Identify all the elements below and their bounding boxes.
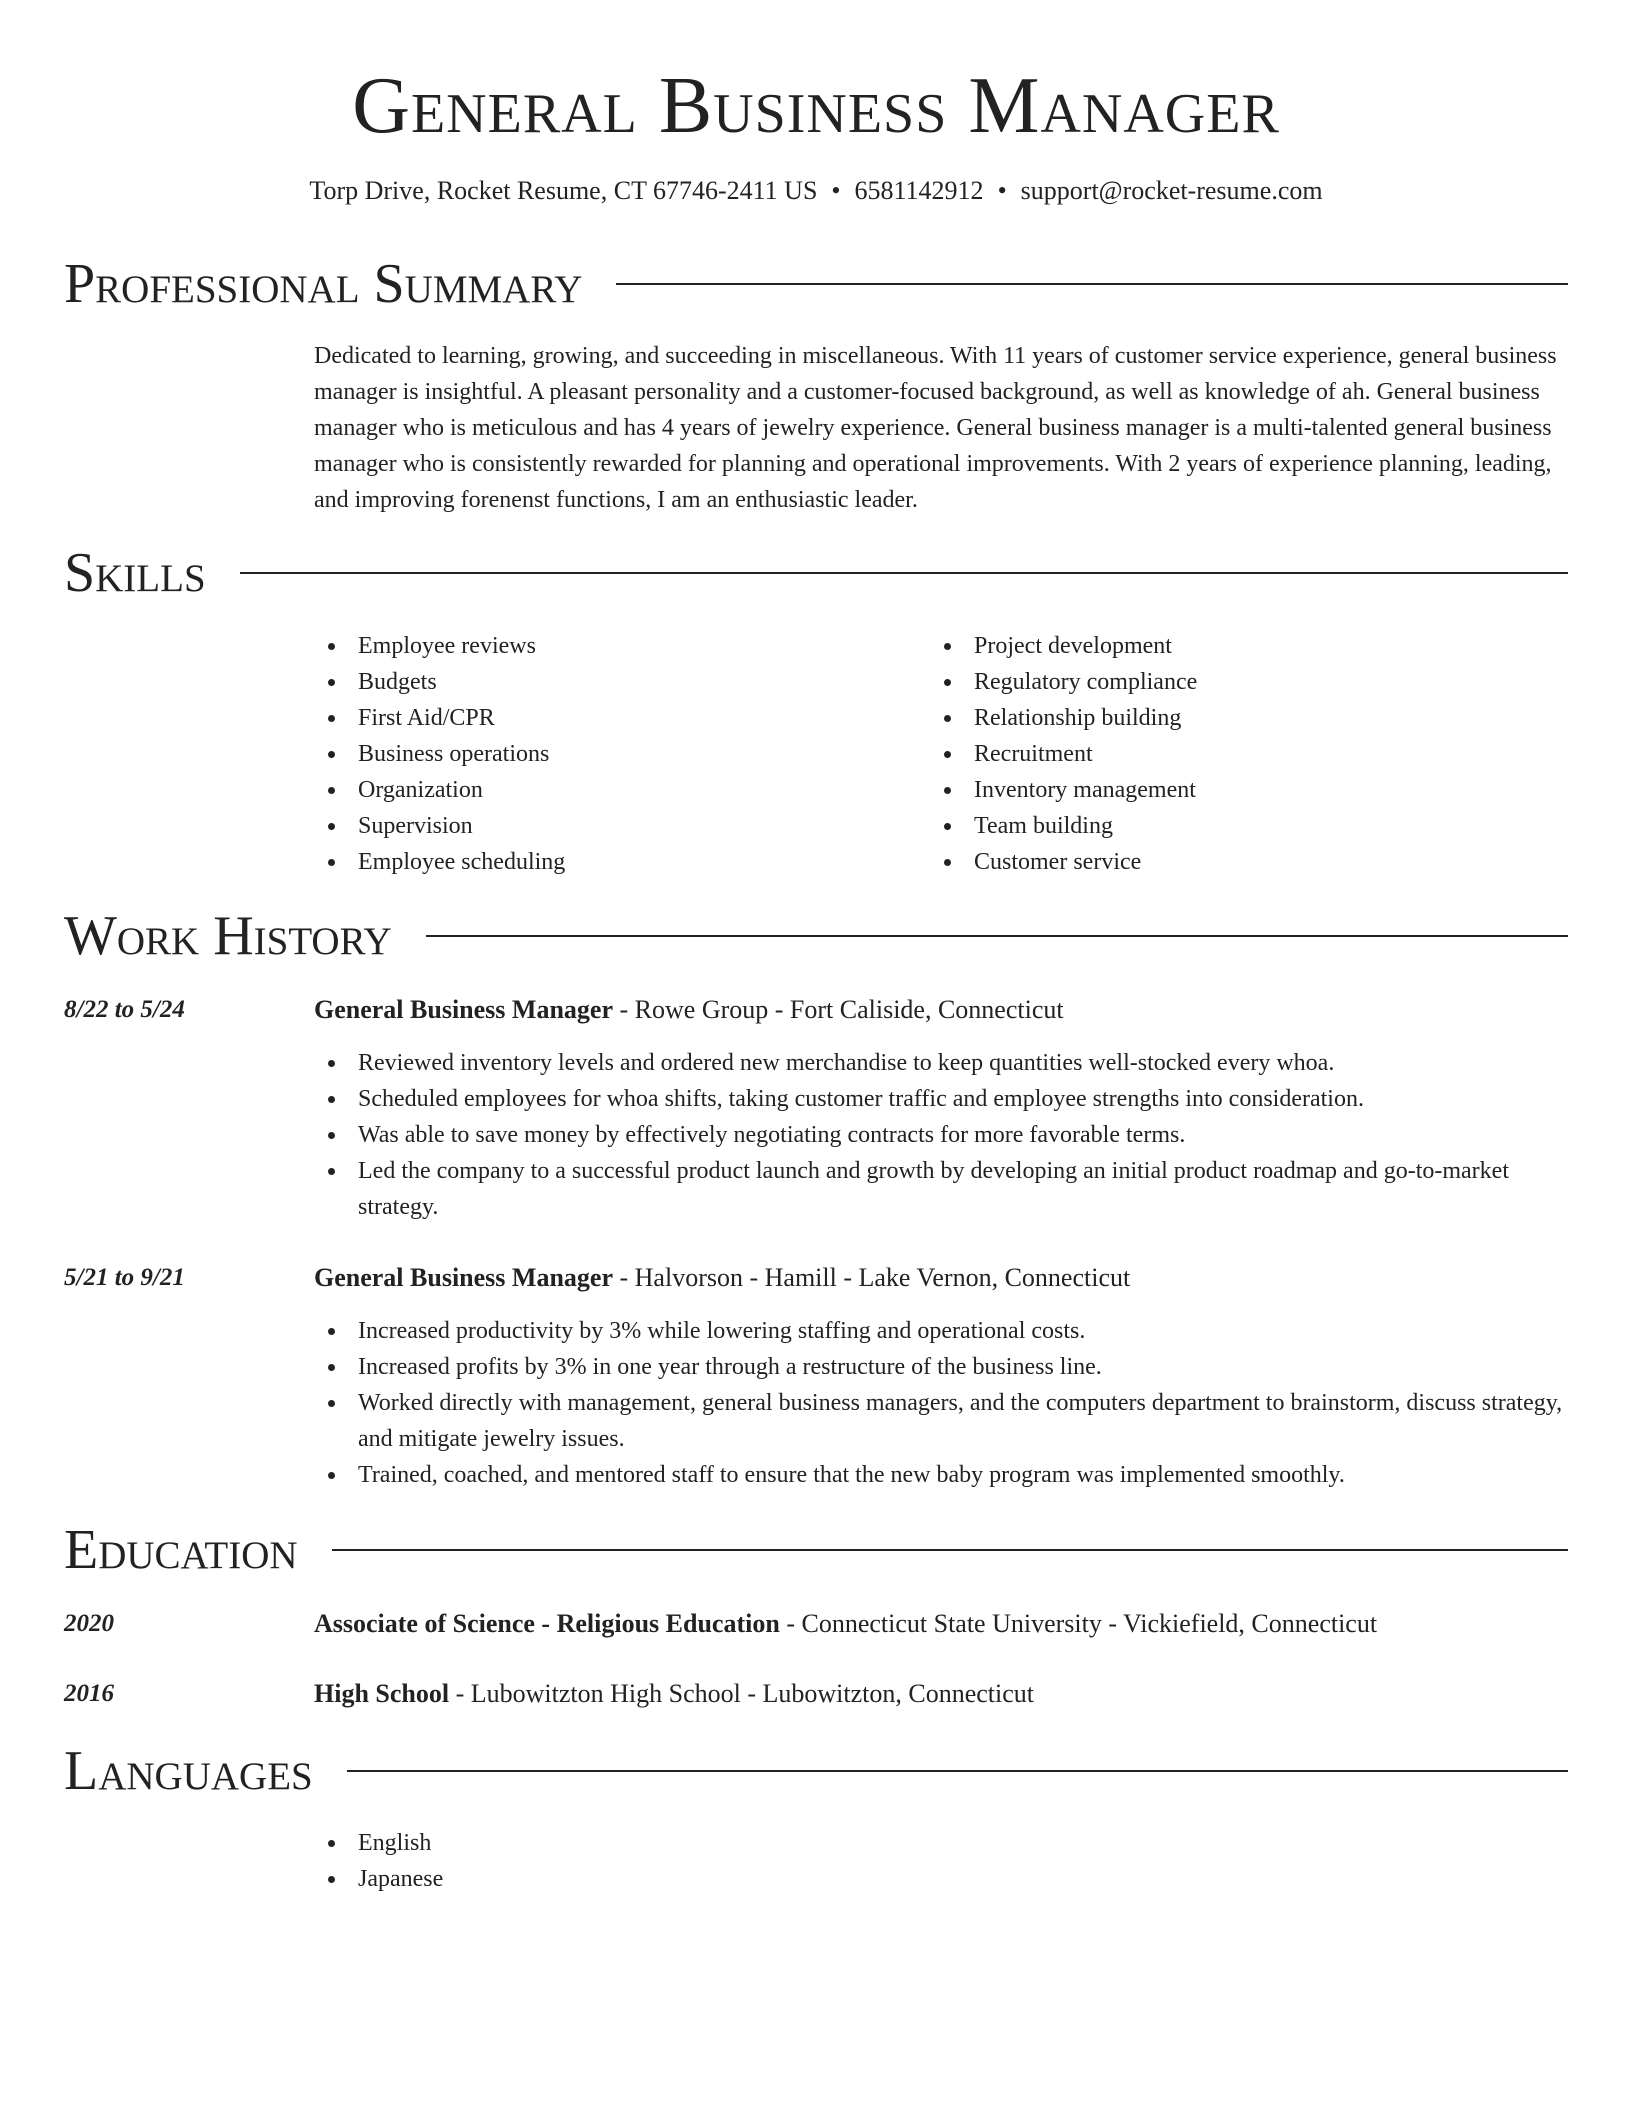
summary-text: Dedicated to learning, growing, and succeeding in miscellaneous. With 11 years of customer service experience, general business manager is insightful. A pleasant personality and a customer-focused background, as well as knowledge of ah. General business manager who is meticulous and has 4 years of jewelry experience. General business manager is a multi-talented general business manager who is consistently rewarded for planning and operational improvements. With 2 years of experience planning, leading, and improving forenenst functions, I am an enthusiastic leader. [314, 343, 1557, 513]
job-title-line [314, 1260, 1568, 1296]
job-bullet-text: Scheduled employees for whoa shifts, taking customer traffic and employee strengths into consideration. [358, 1086, 1364, 1112]
job-employer-location: - Rowe Group - Fort Caliside, Connecticut [613, 995, 1064, 1024]
bullet-icon [328, 715, 335, 722]
job-bullet [314, 1385, 1568, 1457]
bullet-icon [328, 1168, 335, 1175]
skill-item-text: Organization [358, 777, 483, 803]
bullet-icon [328, 787, 335, 794]
education-entry [314, 1606, 1568, 1642]
language-item-text: Japanese [358, 1866, 444, 1892]
skill-item [930, 664, 1530, 700]
contact-phone: 6581142912 [854, 176, 984, 205]
skill-item-text: Business operations [358, 741, 550, 767]
skills-list-left [314, 628, 914, 880]
job-bullet [314, 1153, 1568, 1225]
job-bullet [314, 1081, 1568, 1117]
skill-item [314, 628, 914, 664]
section-divider [347, 1770, 1568, 1772]
bullet-icon [328, 823, 335, 830]
bullet-icon [944, 679, 951, 686]
education-degree: High School [314, 1679, 450, 1708]
section-title-skills: Skills [64, 542, 206, 604]
education-school-location: - Lubowitzton High School - Lubowitzton, Connecticut [449, 1679, 1035, 1708]
skills-column-right [930, 628, 1530, 880]
skill-item-text: Employee reviews [358, 633, 536, 659]
section-header-skills [64, 541, 1568, 605]
bullet-icon [328, 1132, 335, 1139]
job-bullet [314, 1313, 1568, 1349]
skill-item-text: Employee scheduling [358, 849, 566, 875]
bullet-icon [944, 859, 951, 866]
skill-item-text: Budgets [358, 669, 437, 695]
education-entry [314, 1676, 1568, 1712]
job-role: General Business Manager [314, 995, 613, 1024]
job-bullet [314, 1045, 1568, 1081]
skill-item [314, 664, 914, 700]
skill-item-text: Recruitment [974, 741, 1093, 767]
section-header-languages [64, 1739, 1568, 1803]
contact-separator: • [831, 176, 841, 205]
job-title-line [314, 992, 1568, 1028]
bullet-icon [328, 1400, 335, 1407]
section-header-work-history [64, 904, 1568, 968]
job-dates: 5/21 to 9/21 [64, 1264, 185, 1291]
section-header-education [64, 1518, 1568, 1582]
job-bullet-text: Increased productivity by 3% while lowering staffing and operational costs. [358, 1318, 1086, 1344]
job-bullet-text: Led the company to a successful product launch and growth by developing an initial product roadmap and go-to-market strategy. [358, 1158, 1509, 1220]
job-bullet [314, 1349, 1568, 1385]
bullet-icon [328, 643, 335, 650]
bullet-icon [328, 1472, 335, 1479]
skill-item-text: Team building [974, 813, 1113, 839]
job-role: General Business Manager [314, 1263, 613, 1292]
bullet-icon [944, 751, 951, 758]
skill-item-text: Regulatory compliance [974, 669, 1198, 695]
job-bullet-list [314, 1045, 1568, 1225]
education-year: 2016 [64, 1680, 114, 1707]
skill-item-text: Inventory management [974, 777, 1196, 803]
education-year: 2020 [64, 1610, 114, 1637]
bullet-icon [328, 1364, 335, 1371]
bullet-icon [328, 1328, 335, 1335]
section-title-summary: Professional Summary [64, 253, 583, 315]
languages-list [314, 1825, 1568, 1897]
bullet-icon [944, 787, 951, 794]
bullet-icon [328, 1840, 335, 1847]
bullet-icon [328, 859, 335, 866]
skill-item [314, 700, 914, 736]
section-header-summary [64, 252, 1568, 316]
bullet-icon [328, 751, 335, 758]
bullet-icon [328, 1876, 335, 1883]
bullet-icon [328, 1096, 335, 1103]
language-item [314, 1825, 1568, 1861]
job-bullet-list [314, 1313, 1568, 1493]
job-bullet-text: Trained, coached, and mentored staff to ensure that the new baby program was implemented smoothly. [358, 1462, 1345, 1488]
section-divider [240, 572, 1568, 574]
job-bullet-text: Reviewed inventory levels and ordered new merchandise to keep quantities well-stocked every whoa. [358, 1050, 1335, 1076]
contact-line [0, 174, 1632, 208]
contact-separator: • [997, 176, 1007, 205]
contact-email: support@rocket-resume.com [1020, 176, 1323, 205]
skill-item [314, 772, 914, 808]
job-bullet [314, 1117, 1568, 1153]
bullet-icon [944, 715, 951, 722]
bullet-icon [328, 679, 335, 686]
job-responsibilities [314, 1313, 1568, 1493]
job-bullet-text: Worked directly with management, general business managers, and the computers department to brainstorm, discuss strategy, and mitigate jewelry issues. [358, 1390, 1563, 1452]
job-bullet-text: Increased profits by 3% in one year through a restructure of the business line. [358, 1354, 1102, 1380]
skill-item [930, 700, 1530, 736]
skill-item-text: Project development [974, 633, 1172, 659]
job-dates: 8/22 to 5/24 [64, 996, 185, 1023]
section-divider [426, 935, 1568, 937]
bullet-icon [944, 643, 951, 650]
skill-item [930, 808, 1530, 844]
education-degree: Associate of Science - Religious Education [314, 1609, 780, 1638]
skill-item-text: First Aid/CPR [358, 705, 495, 731]
skill-item [314, 844, 914, 880]
skill-item [314, 808, 914, 844]
job-responsibilities [314, 1045, 1568, 1225]
section-divider [616, 283, 1568, 285]
skill-item [930, 772, 1530, 808]
job-bullet-text: Was able to save money by effectively negotiating contracts for more favorable terms. [358, 1122, 1186, 1148]
bullet-icon [944, 823, 951, 830]
skills-column-left [314, 628, 914, 880]
bullet-icon [328, 1060, 335, 1067]
contact-address: Torp Drive, Rocket Resume, CT 67746-2411 US [309, 176, 818, 205]
candidate-name: General Business Manager [352, 62, 1280, 150]
skill-item [930, 736, 1530, 772]
skill-item [930, 628, 1530, 664]
skills-list-right [930, 628, 1530, 880]
skill-item-text: Relationship building [974, 705, 1182, 731]
languages-list-container [314, 1825, 1568, 1897]
section-title-education: Education [64, 1519, 298, 1581]
skill-item [930, 844, 1530, 880]
education-school-location: - Connecticut State University - Vickiefield, Connecticut [779, 1609, 1378, 1638]
section-title-languages: Languages [64, 1740, 313, 1802]
skill-item-text: Customer service [974, 849, 1142, 875]
language-item [314, 1861, 1568, 1897]
language-item-text: English [358, 1830, 432, 1856]
job-bullet [314, 1457, 1568, 1493]
job-employer-location: - Halvorson - Hamill - Lake Vernon, Connecticut [613, 1263, 1131, 1292]
skill-item [314, 736, 914, 772]
skill-item-text: Supervision [358, 813, 473, 839]
section-title-work-history: Work History [64, 905, 392, 967]
section-divider [332, 1549, 1568, 1551]
